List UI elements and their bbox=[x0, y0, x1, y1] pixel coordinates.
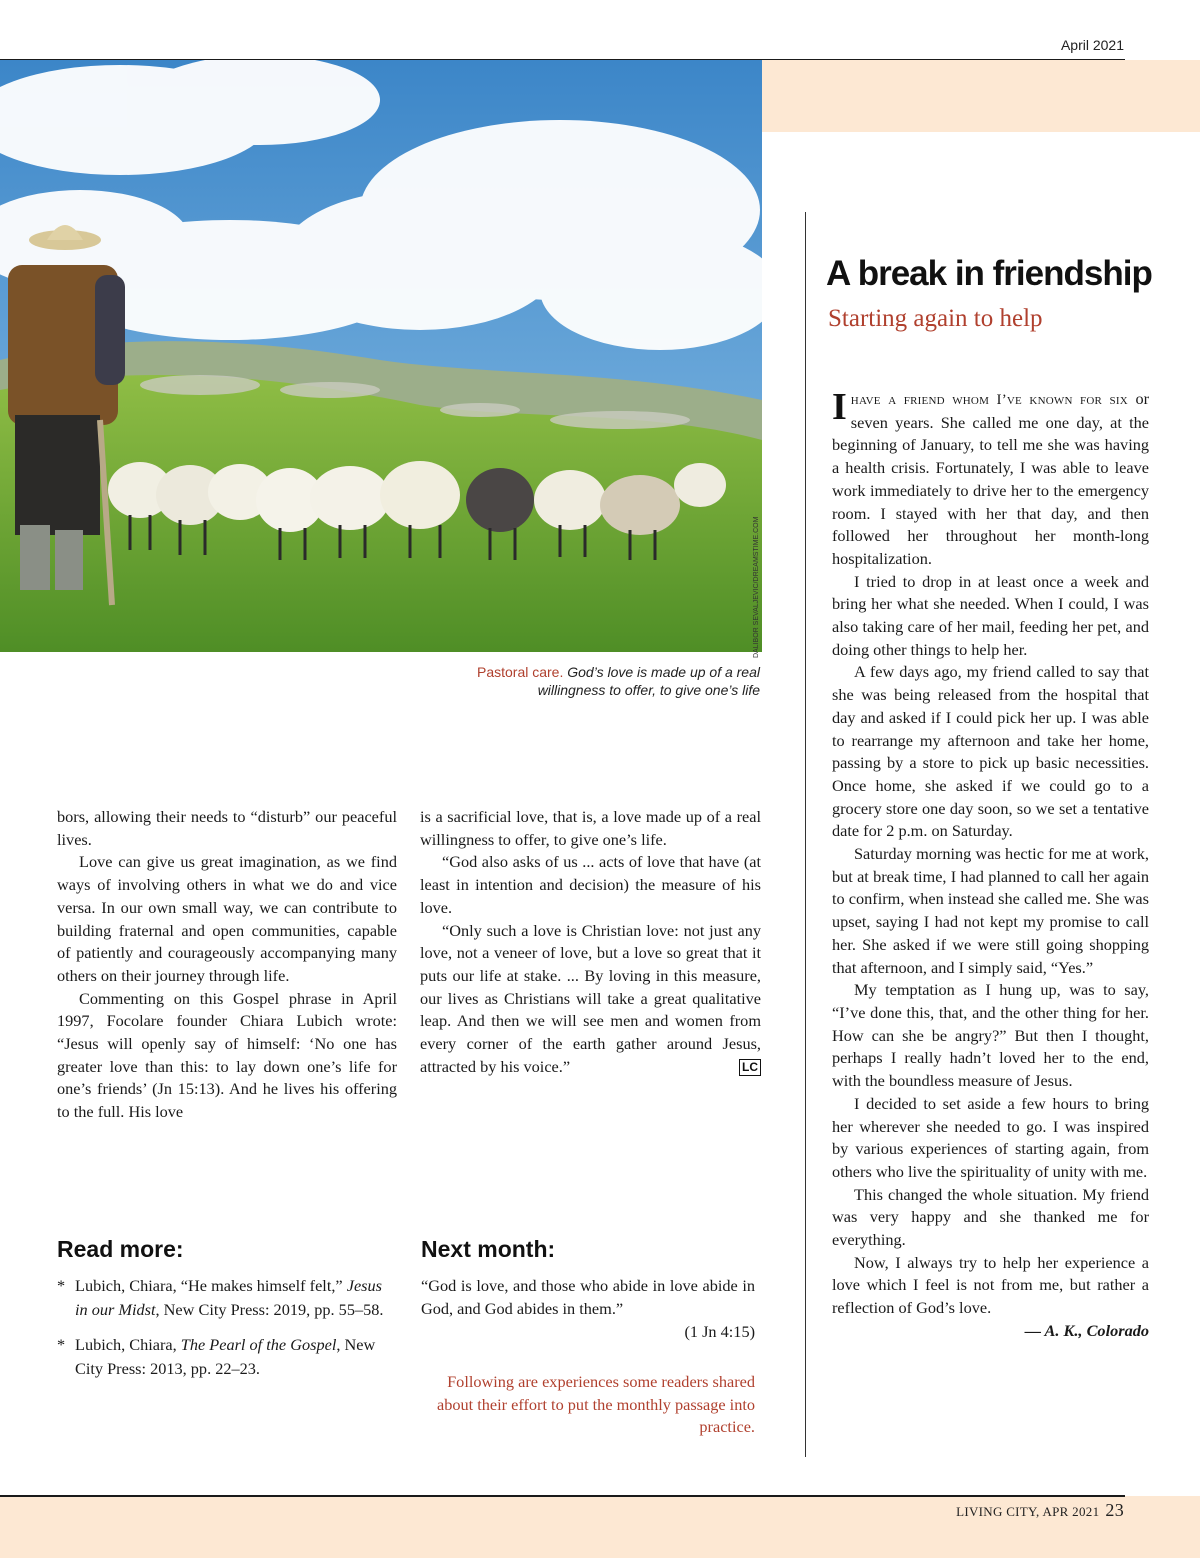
page-footer bbox=[956, 1500, 1124, 1521]
article-column-2 bbox=[420, 806, 761, 1078]
photo-caption bbox=[460, 663, 760, 699]
bottom-rule bbox=[0, 1495, 1125, 1497]
page-number: 23 bbox=[1105, 1500, 1124, 1520]
paragraph-text: “Only such a love is Christian love: not just any love, not a veneer of love, but a love so great that it puts our life at stake. ... By loving in this measure, our lives as Christians will take a great qualitative leap. And then we will see men and women from every corner of the earth gather around Jesus, attracted by his voice.” bbox=[420, 920, 761, 1076]
first-paragraph-text: or seven years. She called me one day, at the beginning of January, to tell me she was having a health crisis. Fortunately, I was able to leave work immediately to drive her to the emergency room. I stayed with her that day, and then followed her throughout her month-long hospitalization. bbox=[832, 389, 1149, 568]
next-month-reference: (1 Jn 4:15) bbox=[684, 1322, 755, 1341]
caption-text: God’s love is made up of a real willingness to offer, to give one’s life bbox=[537, 664, 760, 698]
column-divider bbox=[805, 212, 806, 1457]
paragraph-with-end-mark bbox=[420, 920, 761, 1079]
shepherd-photo bbox=[0, 60, 762, 652]
photo-credit: DALIBOR SEVALJEVIC/DREAMSTIME.COM bbox=[753, 516, 760, 658]
read-more-list bbox=[57, 1274, 397, 1392]
ref-text: Lubich, Chiara, bbox=[75, 1335, 181, 1354]
paragraph: Commenting on this Gospel phrase in April 1997, Focolare founder Chiara Lubich wrote: “Jesus will openly say of himself: ‘No one has greater love than this: to lay down one’s life for one’s friends’ (Jn 15:13). And he lives his offering to the full. His love bbox=[57, 988, 397, 1122]
story-body bbox=[832, 388, 1149, 1343]
story-subhead: Starting again to help bbox=[828, 305, 1043, 332]
caption-lead: Pastoral care. bbox=[476, 664, 564, 680]
bullet: * bbox=[57, 1276, 66, 1295]
ref-title: The Pearl of the Gospel bbox=[180, 1335, 337, 1354]
paragraph: Saturday morning was hectic for me at work, but at break time, I had planned to call her again to confirm, when instead she called me. She was upset, saying I had not kept my promise to call her. She asked if we were still going shopping that afternoon, and I simply said, “Yes.” bbox=[832, 844, 1149, 977]
opening-smallcaps: have a friend whom I’ve known for six bbox=[850, 392, 1128, 408]
publication-name: LIVING CITY, APR 2021 bbox=[956, 1504, 1100, 1519]
paragraph: I decided to set aside a few hours to bring her wherever she needed to go. I was inspired by various experiences of starting again, from others who live the spirituality of unity with me. bbox=[832, 1093, 1149, 1181]
top-color-band bbox=[762, 60, 1200, 132]
reference-item bbox=[57, 1333, 397, 1380]
ref-title: Jesus in our Midst bbox=[75, 1276, 382, 1319]
paragraph: My temptation as I hung up, was to say, “I’ve done this, that, and the other thing for her. How can she be angry?” But then I thought, perhaps I really hadn’t loved her to the end, with the boundless measure of Jesus. bbox=[832, 980, 1149, 1091]
reference-item bbox=[57, 1274, 397, 1321]
paragraph: bors, allowing their needs to “disturb” our peaceful lives. bbox=[57, 807, 397, 849]
ref-text: Lubich, Chiara, “He makes himself felt,” bbox=[75, 1276, 347, 1295]
drop-cap: I bbox=[832, 386, 847, 428]
paragraph: Love can give us great imagination, as we find ways of involving others in what we do and vice versa. In our own small way, we can contribute to building fraternal and open communities, capable of patiently and courageously accompanying many others on their journey through life. bbox=[57, 852, 397, 985]
paragraph: I tried to drop in at least once a week and bring her what she needed. When I could, I was also taking care of her mail, feeding her pet, and doing other things to help her. bbox=[832, 571, 1149, 659]
living-city-logo: LC bbox=[739, 1059, 761, 1076]
next-month-box bbox=[421, 1274, 755, 1439]
read-more-title: Read more: bbox=[57, 1236, 184, 1262]
ref-publisher: , New City Press: 2013, pp. 22–23. bbox=[75, 1335, 376, 1378]
paragraph: A few days ago, my friend called to say that she was being released from the hospital that day and asked if I could pick her up. I was able to rearrange my afternoon and take her home, passing by a store to pick up basic necessities. Once home, she asked if we could go to a grocery store one day soon, so we set a tentative date for 2 p.m. on Saturday. bbox=[832, 662, 1149, 841]
author-signature: — A. K., Colorado bbox=[1024, 1320, 1149, 1340]
article-column-1 bbox=[57, 806, 397, 1124]
bullet: * bbox=[57, 1335, 66, 1354]
paragraph: “God also asks of us ... acts of love that have (at least in intention and decision) the measure of his love. bbox=[420, 852, 761, 917]
next-month-quote: “God is love, and those who abide in love abide in God, and God abides in them.” bbox=[421, 1276, 755, 1318]
story-headline: A break in friendship bbox=[826, 254, 1152, 293]
ref-publisher: , New City Press: 2019, pp. 55–58. bbox=[155, 1299, 384, 1319]
paragraph: Now, I always try to help her experience a love which I feel is not from me, but rather a reflection of God’s love. bbox=[832, 1252, 1149, 1318]
story-first-paragraph bbox=[832, 388, 1149, 571]
paragraph: This changed the whole situation. My friend was very happy and she thanked me for everything. bbox=[832, 1184, 1149, 1250]
experiences-note: Following are experiences some readers shared about their effort to put the monthly passage into practice. bbox=[436, 1372, 755, 1436]
paragraph: is a sacrificial love, that is, a love made up of a real willingness to offer, to give one’s life. bbox=[420, 807, 761, 849]
next-month-title: Next month: bbox=[421, 1236, 556, 1262]
issue-date: April 2021 bbox=[1060, 37, 1124, 53]
